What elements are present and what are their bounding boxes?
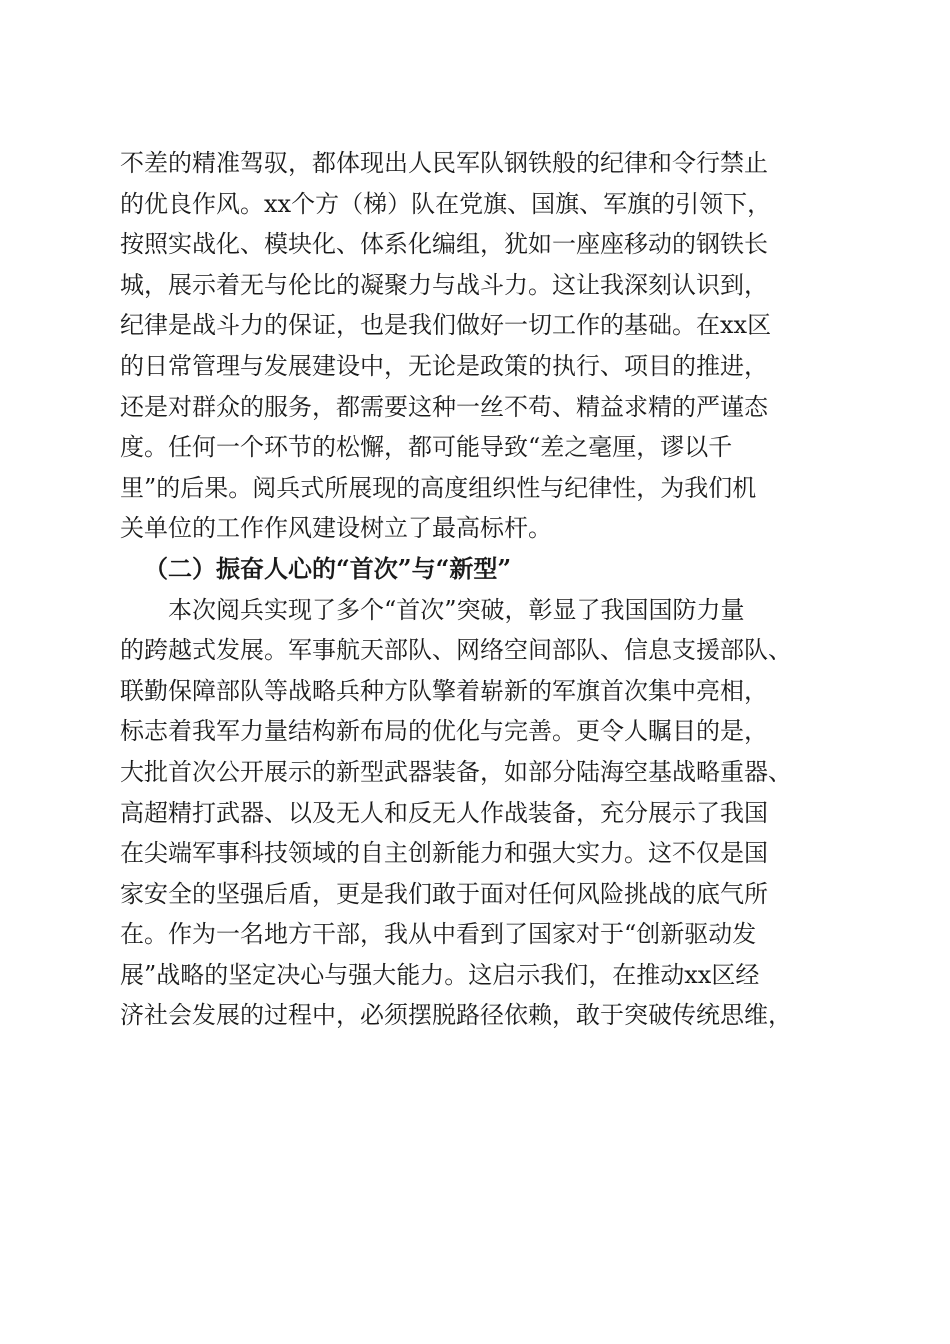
paragraph-line: 纪律是战斗力的保证，也是我们做好一切工作的基础。在xx区 bbox=[120, 311, 772, 340]
paragraph-line: 在尖端军事科技领域的自主创新能力和强大实力。这不仅是国 bbox=[120, 839, 768, 868]
paragraph-line: 里”的后果。阅兵式所展现的高度组织性与纪律性，为我们机 bbox=[120, 473, 757, 502]
paragraph-line: 不差的精准驾驭，都体现出人民军队钢铁般的纪律和令行禁止 bbox=[120, 149, 768, 177]
paragraph-line: 家安全的坚强后盾，更是我们敢于面对任何风险挑战的底气所 bbox=[120, 879, 768, 908]
paragraph-line: 的优良作风。xx个方（梯）队在党旗、国旗、军旗的引领下， bbox=[120, 189, 772, 218]
paragraph-line: 联勤保障部队等战略兵种方队擎着崭新的军旗首次集中亮相， bbox=[120, 676, 768, 705]
paragraph-line: 高超精打武器、以及无人和反无人作战装备，充分展示了我国 bbox=[120, 798, 768, 827]
document-body bbox=[120, 143, 860, 1036]
paragraph-line: 标志着我军力量结构新布局的优化与完善。更令人瞩目的是， bbox=[120, 717, 768, 746]
paragraph-line: 展”战略的坚定决心与强大能力。这启示我们，在推动xx区经 bbox=[120, 960, 760, 989]
paragraph-line: 度。任何一个环节的松懈，都可能导致“差之毫厘，谬以千 bbox=[120, 433, 733, 462]
paragraph-line: 济社会发展的过程中，必须摆脱路径依赖，敢于突破传统思维， bbox=[120, 1001, 792, 1030]
section-heading: （二）振奋人心的“首次”与“新型” bbox=[144, 553, 512, 583]
paragraph-line: 大批首次公开展示的新型武器装备，如部分陆海空基战略重器、 bbox=[120, 757, 792, 786]
paragraph-line: 关单位的工作作风建设树立了最高标杆。 bbox=[120, 514, 552, 543]
paragraph-line: 城，展示着无与伦比的凝聚力与战斗力。这让我深刻认识到， bbox=[120, 270, 768, 299]
paragraph-line: 的日常管理与发展建设中，无论是政策的执行、项目的推进， bbox=[120, 351, 768, 380]
paragraph-line: 在。作为一名地方干部，我从中看到了国家对于“创新驱动发 bbox=[120, 920, 757, 949]
paragraph-line: 按照实战化、模块化、体系化编组，犹如一座座移动的钢铁长 bbox=[120, 230, 768, 259]
paragraph-line: 的跨越式发展。军事航天部队、网络空间部队、信息支援部队、 bbox=[120, 636, 792, 665]
paragraph-line: 本次阅兵实现了多个“首次”突破，彰显了我国国防力量 bbox=[168, 595, 745, 624]
paragraph-line: 还是对群众的服务，都需要这种一丝不苟、精益求精的严谨态 bbox=[120, 392, 768, 421]
